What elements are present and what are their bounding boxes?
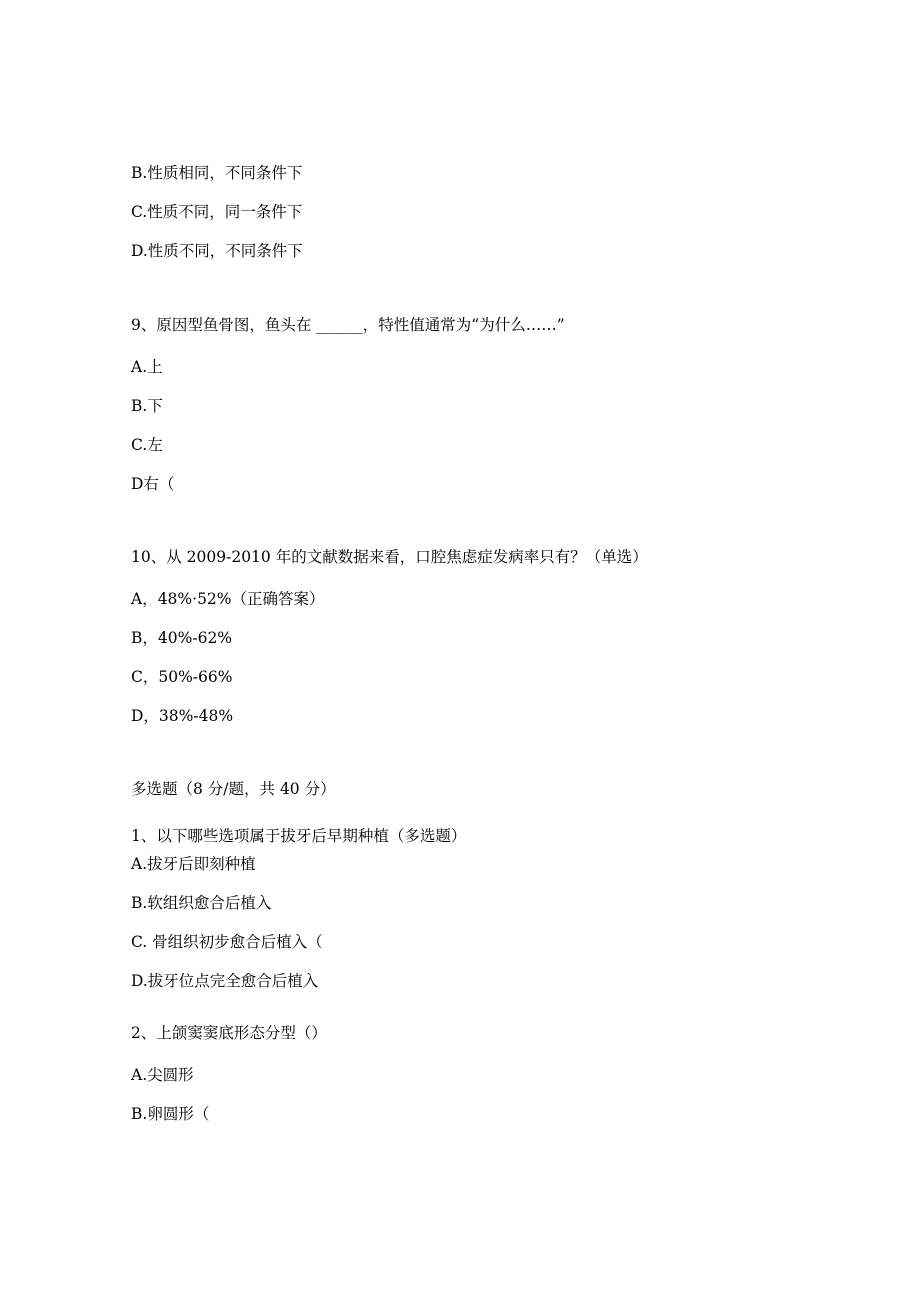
q10-option-b: B，40%-62% (131, 629, 233, 647)
m1-option-b: B.软组织愈合后植入 (131, 894, 272, 912)
m1-option-d: D.拔牙位点完全愈合后植入 (131, 972, 319, 990)
m1-question: 1、以下哪些选项属于拔牙后早期种植（多选题） (131, 827, 467, 845)
q9-option-a: A.上 (131, 358, 163, 376)
m2-option-b: B.卵圆形（ (131, 1105, 210, 1123)
m1-option-c: C. 骨组织初步愈合后植入（ (131, 933, 323, 951)
q8-option-c: C.性质不同，同一条件下 (131, 203, 303, 221)
q8-option-b: B.性质相同，不同条件下 (131, 164, 303, 182)
q9-question: 9、原因型鱼骨图，鱼头在 ______，特性值通常为“为什么……” (131, 316, 565, 334)
q8-option-d: D.性质不同，不同条件下 (131, 242, 303, 260)
q9-option-d: D右（ (131, 475, 175, 493)
q10-question: 10、从 2009-2010 年的文献数据来看，口腔焦虑症发病率只有？（单选） (131, 548, 648, 566)
m2-option-a: A.尖圆形 (131, 1066, 194, 1084)
q10-option-a: A，48%·52%（正确答案） (131, 590, 325, 608)
q10-option-c: C，50%-66% (131, 668, 233, 686)
m1-option-a: A.拔牙后即刻种植 (131, 855, 256, 873)
m2-question: 2、上颌窦窦底形态分型（） (131, 1024, 327, 1042)
q9-option-c: C.左 (131, 436, 163, 454)
q10-option-d: D，38%-48% (131, 707, 234, 725)
q9-option-b: B.下 (131, 397, 163, 415)
multi-section-heading: 多选题（8 分/题，共 40 分） (131, 780, 336, 798)
